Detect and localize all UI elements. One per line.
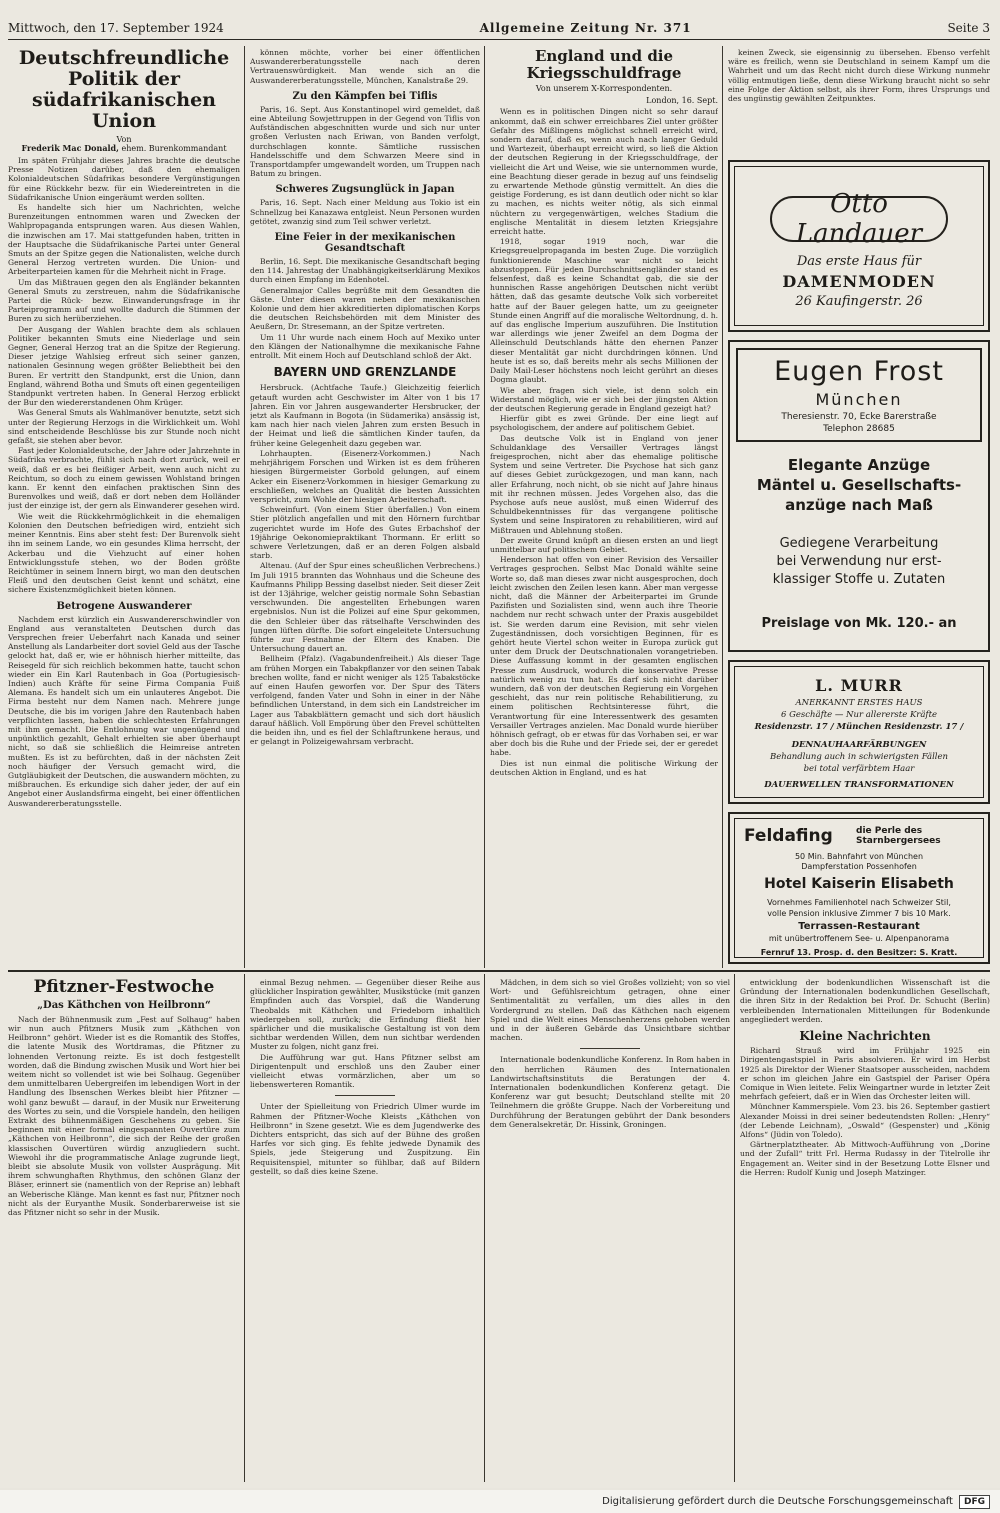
paragraph: Wie weit die Rückkehrmöglichkeit in die ehemaligen Kolonien den Deutschen befriedigen wird, entzieht sich meiner Kenntnis. Eins aber steht fest: Der Burenvolk sieht ihn im seinem Lande, wo ein gesundes Klima herrscht, der Ackerbau und die Viehzucht auf einer hohen Entwicklungsstufe stehen, wo der Boden größte Reichtümer in seinem Innern birgt, wo man den deutschen Fleiß und den deutschen Geist kennt und schätzt, eine sichere Existenzmöglichkeit bieten können.	[8, 511, 240, 595]
paragraph: Fast jeder Kolonialdeutsche, der Jahre oder Jahrzehnte in Südafrika verbrachte, fühlt sich nach dort zurück, weil er weiß, daß er es bei fleißiger Arbeit, wenn auch nicht zu Reichtum, so doch zu einem gewissen Wohlstand bringen kann. Er kennt den einfachen praktischen Sinn des Burenvolkes und weiß, daß er dort neben dem Holländer just der einzige ist, der gern als Einwanderer gesehen wird.	[8, 446, 240, 511]
feldafing-tagline-2: Starnbergersees	[856, 836, 941, 846]
landauer-tagline: Das erste Haus für	[796, 254, 922, 269]
frost-line-1: Gediegene Verarbeitung	[779, 536, 939, 551]
article-soil-conference	[490, 978, 730, 1482]
column-rule	[722, 46, 723, 968]
frost-headline-1: Elegante Anzüge	[787, 456, 931, 474]
paragraph: Der zweite Grund knüpft an diesen ersten an und liegt unmittelbar auf politischem Gebiet.	[490, 535, 718, 554]
column-rule	[244, 974, 245, 1482]
paragraph: Wenn es in politischen Dingen nicht so sehr darauf ankommt, daß ein schwer erreichbares Ziel unter größter Gefahr des Mißlingens möglichst schnell erreicht wird, sondern darauf, daß es, wenn auch nach langer Geduld und Wartezeit, überhaupt erreicht wird, so ließ die Aktion der deutschen Regierung in der Kriegsschuldfrage, der vielleicht die Art und Weise, wie sie unternommen wurde, eine Beachtung dieser gerade in bezug auf uns feindselig zu erwartende Methode günstig vermittelt. An dies die geistige Forderung, es ist dann deutlich oder nicht so klar zu machen, es nichts weiter nötig, als sich einmal nüchtern zu vergegenwärtigen, welches Stadium die englische Mentalität in diesem letzten Kriegsjahre erreicht hatte.	[490, 107, 718, 237]
murr-line-3: Residenzstr. 17 / München Residenzstr. 17 /	[754, 722, 964, 732]
feldafing-line-1: 50 Min. Bahnfahrt von München	[794, 852, 924, 861]
murr-line-1: ANERKANNT ERSTES HAUS	[795, 698, 923, 708]
frost-headline-3: anzüge nach Maß	[785, 496, 933, 514]
paragraph: Gärtnerplatztheater. Ab Mittwoch-Aufführung von „Dorine und der Zufall“ tritt Frl. Herma Rudassy in der Titelrolle ihr Engagement an. Weiter sind in der Besetzung Lotte Elsner und die Herren: Rudolf Kunig und Joseph Matzinger.	[740, 1140, 990, 1177]
paragraph: Der Ausgang der Wahlen brachte dem als schlauen Politiker bekannten Smuts eine Niederlage und sein Gegner, General Herzog trat an die Spitze der Regierung. Dieser jetzige Wahlsieg erfreut sich seiner ganzen, nationalen Gesinnung wegen größter Beliebtheit bei den Buren. Er vertritt den Standpunkt, erst die Union, dann England, während Botha und Smuts oft einen gegenteiligen Standpunkt vertreten haben. In General Herzog erblickt der Bur den wiedererstandenen Ohm Krüger.	[8, 324, 240, 408]
feldafing-line-3: Vornehmes Familienhotel nach Schweizer Stil,	[767, 898, 951, 907]
paragraph: Henderson hat offen von einer Revision des Versailler Vertrages gesprochen. Selbst Mac Donald wählte seine Worte so, daß man dieses zwar nicht ausgesprochen, doch leicht zwischen den Zeilen lesen kann. Aber man vergesse nicht, daß die Männer der Arbeiterpartei im Grunde Pazifisten und Sozialisten sind, wenn auch ihre Theorie nachdem nur recht schwach unter der Praxis ausgebildet ist. Sie werden darum eine Revision, mit sehr vielen Zugeständnissen, doch vorsichtigen Beginnen, für es gehört heute Viertel schon weiter in Europa zurück gut unter dem Druck der Deutschnationalen vorangetrieben. Diese Auffassung kommt in der gesamten englischen Presse zum Ausdruck, wodurch die konservative Presse natürlich wenig zu tun hat. Es darf sich nicht darüber wundern, daß von der deutschen Regierung ein Vorgehen geschieht, das nur rein politische Rehabilitierung, zu einem politischen Rechtsinteresse führt, die Verantwortung für eine Interessentwerk des gesamten Versailler Vertrages anzielen. Mac Donald wurde hierüber höhnisch gefragt, ob er etwas für das Vorhaben sei, er war aber doch bis die Ruhe und der Friede sei, der er geredet habe.	[490, 555, 718, 758]
byline-role: ehem. Burenkommandant	[121, 143, 227, 153]
section-divider	[8, 970, 990, 972]
murr-line-7: DAUERWELLEN TRANSFORMATIONEN	[764, 780, 954, 790]
paragraph: Hersbruck. (Achtfache Taufe.) Gleichzeitig feierlich getauft wurden acht Geschwister im Alter von 1 bis 17 Jahren. Ein vor Jahren ausgewanderter Hersbrucker, der jetzt als Kaufmann in Bogota (in Südamerika) ansässig ist, kam nach hier nach vielen Jahren zum ersten Besuch in der Heimat und ließ die sämtlichen Kinder taufen, da früher keine Gelegenheit dazu gegeben war.	[250, 383, 480, 448]
paragraph: Richard Strauß wird im Frühjahr 1925 ein Dirigentengastspiel in Paris absolvieren. Er wird im Herbst 1925 als Direktor der Wiener Staatsoper ausscheiden, nachdem er schon im gleichen Jahre ein Gastspiel der Pariser Opéra Comique in Wien leitete. Felix Weingartner wurde in letzter Zeit mehrfach gefeiert, daß er in Wien das Orchester leiten will.	[740, 1046, 990, 1102]
frost-headline-2: Mäntel u. Gesellschafts-	[756, 476, 962, 494]
murr-line-5: Behandlung auch in schwierigsten Fällen	[769, 752, 949, 762]
feldafing-hotel: Hotel Kaiserin Elisabeth	[764, 876, 954, 892]
column-rule	[484, 46, 485, 968]
paragraph: 1918, sogar 1919 noch, war die Kriegsgreuelpropaganda im besten Zuge. Die vorzüglich funktionierende Maschine war nicht so leicht abzustoppen. Für jeden Durchschnittsengländer stand es felsenfest, daß es keine Schandtat gab, die sie der hunnischen Rasse angehörigen Deutschen nicht verübt hätten, daß das gesamte deutsche Volk sich vorbereitet hatte auf der Bauer gelegen hatte, um zu geeigneter Stunde einen Angriff auf die moralische Weltordnung, d. h. auf das englische Imperium auszuführen. Die Institution war allerdings wie jener Zweifel an dem Dogma der Alleinschuld Deutschlands hätte den ehernen Panzer dieser Mentalität gar nicht durchdringen können. Und heute ist es so, daß bereits mehr als sechs Millionen der Daily Mail-Leser höchstens noch leicht gerührt an dieses Dogma glaubt.	[490, 237, 718, 385]
paragraph: Das deutsche Volk ist in England von jener Schuldanklage des Versailler Vertrages längst freigesprochen, nicht aber das ehemalige politische System und seine Vertreter. Die Psychose hat sich ganz auf dieses Gebiet zurückgezogen, und man kann, nach aller Erfahrung, noch nicht, ob sie nicht auf Jahre hinaus mit ihr rechnen müssen. Jedes Vorgehen also, das die Psychose aufs neue auslöst, muß einen Widerruf des Schuldbekenntnisses für das vergangene politische System und seine Inspiratoren zu rehabilitieren, wird auf Mißtrauen und Ablehnung stoßen.	[490, 433, 718, 535]
headline-south-africa: Deutschfreundliche Politik der südafrikanischen Union	[18, 48, 230, 132]
column-rule	[484, 974, 485, 1482]
paragraph: Mädchen, in dem sich so viel Großes vollzieht; von so viel Wort- und Gefühlsreichtum getragen, ohne einer Sentimentalität zu verfallen, um dies alles in den Vordergrund zu stellen. Daß das Käthchen nach eigenem Spiel und die Welt eines Menschenherzens gehoben werden und in der äußeren Gebärde das Unsichtbare sichtbar machen.	[490, 978, 730, 1043]
ad-eugen-frost	[728, 340, 990, 652]
feldafing-line-2: Dampferstation Possenhofen	[801, 862, 917, 871]
murr-line-2: 6 Geschäfte — Nur allererste Kräfte	[780, 710, 938, 720]
byline-von: Von	[116, 134, 132, 144]
page-header	[8, 20, 990, 40]
feldafing-line-4: volle Pension inklusive Zimmer 7 bis 10 Mark.	[767, 909, 951, 918]
feldafing-line-7: Fernruf 13. Prosp. d. den Besitzer: S. Kratt.	[760, 948, 958, 957]
headline-emigrants: Betrogene Auswanderer	[56, 600, 192, 612]
paragraph: Dies ist nun einmal die politische Wirkung der deutschen Aktion in England, und es hat	[490, 758, 718, 777]
paragraph: Die Aufführung war gut. Hans Pfitzner selbst am Dirigentenpult und erschloß uns den Zauber einer vielleicht etwas vormärzlichen, aber um so liebenswerteren Romantik.	[250, 1052, 480, 1090]
feldafing-line-6: mit unübertroffenem See- u. Alpenpanorama	[768, 934, 950, 943]
paragraph: Um 11 Uhr wurde nach einem Hoch auf Mexiko unter den Klängen der Nationalhymne die mexikanische Fahne entrollt. Mit einem Hoch auf Deutschland schloß der Akt.	[250, 332, 480, 361]
paragraph: Lohrhaupten. (Eisenerz-Vorkommen.) Nach mehrjährigem Forschen und Wirken ist es dem früheren hiesigen Bürgermeister Gorbold gelungen, auf einem Acker ein Eisenerz-Vorkommen in hiesiger Gemarkung zu erschließen, welches an Qualität die besten Aussichten verspricht, zum Wohle der hiesigen Arbeiterschaft.	[250, 448, 480, 504]
article-pfitzner	[8, 978, 240, 1482]
byline: Von unserem X-Korrespondenten.	[535, 84, 673, 93]
header-date: Mittwoch, den 17. September 1924	[8, 21, 224, 35]
feldafing-line-5: Terrassen-Restaurant	[798, 921, 920, 932]
ad-landauer	[728, 160, 990, 332]
news-column	[250, 48, 480, 968]
ad-feldafing	[728, 812, 990, 964]
paragraph: Bellheim (Pfalz). (Vagabundenfreiheit.) Als dieser Tage am frühen Morgen ein Tabakpflanzer vor den seinen Tabak brechen wollte, fand er nicht weniger als 125 Tabakstöcke auf einen Haufen geworfen vor. Der Spur des Täters verfolgend, fanden Vater und Sohn in einer in der Nähe befindlichen Unterstand, in dem sich ein Landstreicher im Lager aus Tabakblättern gemacht und sich dort häuslich darauf häßlich. Voll Empörung über den Frevel schüttelten die beiden ihn, und es fiel der Schlaftrunkene heraus, und er gelangt in Polizeigewahrsam verbracht.	[250, 654, 480, 747]
article-south-africa	[8, 48, 240, 968]
paragraph: Um das Mißtrauen gegen den als Engländer bekannten General Smuts zu zerstreuen, nahm die Südafrikanische Partei die Rück- bezw. Einwanderungsfrage in ihr Parteiprogramm auf und wollte dadurch die Stimmen der Buren zu sich herüberziehen.	[8, 277, 240, 324]
frost-city: München	[815, 390, 903, 409]
column-rule	[244, 46, 245, 968]
paragraph: Unter der Spielleitung von Friedrich Ulmer wurde im Rahmen der Pfitzner-Woche Kleists „Käthchen von Heilbronn“ in Szene gesetzt. Wie es dem Jugendwerke des Dichters entspricht, das sich auf der Bühne des großen Harfes vor sich ging. Es fehlte jedwede Dynamik des Spiels, jede Steigerung und Zuspitzung. Ein Requisitenspiel, mitunter so fühlbar, daß auf Bildern gestellt, so daß dies keine Szene.	[250, 1102, 480, 1176]
paragraph: Paris, 16. Sept. Aus Konstantinopel wird gemeldet, daß eine Abteilung Sowjettruppen in der Gegend von Tiflis von Aufständischen abgeschnitten wurde und sich nur unter großen Verlusten nach Eriwan, von Banden verfolgt, durchschlagen konnte. Sämtliche russischen Handelsschiffe und dem Schwarzen Meere sind in Transportdampfer umgewandelt worden, um Truppen nach Batum zu bringen.	[250, 104, 480, 179]
paragraph: Im späten Frühjahr dieses Jahres brachte die deutsche Presse Notizen darüber, daß den ehemaligen Kolonialdeutschen Südafrikas besondere Vergünstigungen für eine Rückkehr bezw. für ein Wiedereintreten in die Südafrikanische Union eingeräumt werden sollten.	[8, 155, 240, 202]
byline-author: Frederik Mac Donald,	[21, 142, 119, 153]
article-england-continued	[728, 48, 990, 152]
paragraph: Internationale bodenkundliche Konferenz. In Rom haben in den herrlichen Räumen des Internationalen Landwirtschaftsinstituts die Beratungen der 4. Internationalen bodenkundlichen Konferenz getagt. Die Konferenz war gut besucht; Deutschland stellte mit 20 Teilnehmern die größte Gruppe. Nach der Vorbereitung und Durchführung der Beratungen gebührt der Dank besonders dem Generalsekretär, Dr. Hissink, Groningen.	[490, 1055, 730, 1129]
frost-name: Eugen Frost	[774, 356, 944, 387]
paragraph: Generalmajor Calles begrüßte mit dem Gesandten die Gäste. Unter diesen waren neben der mexikanischen Kolonie und dem hier akkreditierten diplomatischen Korps die deutschen Reichsbehörden mit dem Minister des Aeußern, Dr. Stresemann, an der Spitze vertreten.	[250, 285, 480, 332]
murr-line-4: DENNAUHAARFÄRBUNGEN	[791, 740, 927, 750]
paragraph: Hierfür gibt es zwei Gründe. Der eine liegt auf psychologischem, der andere auf politischem Gebiet.	[490, 414, 718, 433]
frost-phone: Telephon 28685	[823, 424, 895, 434]
byline	[8, 135, 240, 153]
paragraph: Wie aber, fragen sich viele, ist denn solch ein Widerstand möglich, wie er sich bei der jüngsten Aktion der deutschen Regierung gerade in England gezeigt hat?	[490, 385, 718, 413]
paragraph: Altenau. (Auf der Spur eines scheußlichen Verbrechens.) Im Juli 1915 brannten das Wohnhaus und die Scheune des Kaufmanns Philipp Bessing daselbst nieder. Seit dieser Zeit ist der 13jährige, welcher geistig normale Sohn Sebastian verschwunden. Die angestellten Erhebungen waren ergebnislos. Nun ist die Polizei auf eine Spur gekommen, die den Schleier über das rätselhafte Verschwinden des Jungen lüften dürfte. Die sofort eingeleitete Untersuchung führte zur Festnahme der Eltern des Knaben. Die Untersuchung dauert an.	[250, 561, 480, 654]
article-england	[490, 48, 718, 968]
dfg-logo-icon: DFG	[959, 1495, 990, 1509]
landauer-logo-frame	[770, 189, 948, 249]
paragraph: Schweinfurt. (Von einem Stier überfallen.) Von einem Stier plötzlich angefallen und mit den Hörnern furchtbar zugerichtet wurde im Hofe des Gutes Erbachshof der 19jährige Oekonomiepraktikant Thormann. Er erlitt so schwere Verletzungen, daß er an deren Folgen alsbald starb.	[250, 505, 480, 561]
landauer-name: Otto Landauer	[795, 189, 923, 249]
feldafing-tagline-1: die Perle des	[856, 826, 923, 836]
headline-mexico: Eine Feier in der mexikanischen Gesandtschaft	[274, 232, 456, 255]
landauer-address: 26 Kaufingerstr. 26	[795, 294, 923, 309]
paragraph: Berlin, 16. Sept. Die mexikanische Gesandtschaft beging den 114. Jahrestag der Unabhängigkeitserklärung Mexikos durch einen Empfang im Edenhotel.	[250, 257, 480, 285]
frost-address: Theresienstr. 70, Ecke Barerstraße	[781, 412, 937, 422]
paragraph: Paris, 16. Sept. Nach einer Meldung aus Tokio ist ein Schnellzug bei Kanazawa entgleist. Neun Personen wurden getötet, zwanzig sind zum Teil schwer verletzt.	[250, 198, 480, 226]
headline-small-news: Kleine Nachrichten	[799, 1029, 931, 1044]
murr-name: L. MURR	[815, 676, 903, 695]
paragraph: Münchner Kammerspiele. Vom 23. bis 26. September gastiert Alexander Moissi in drei seiner bedeutendsten Rollen: „Henry“ (der Lebende Leichnam), „Oswald“ (Gespenster) und „König Alfons“ (Jüdin von Toledo).	[740, 1102, 990, 1140]
frost-line-3: klassiger Stoffe u. Zutaten	[772, 572, 946, 587]
ad-murr	[728, 660, 990, 804]
headline-tiflis: Zu den Kämpfen bei Tiflis	[292, 90, 438, 102]
paragraph: Nach der Bühnenmusik zum „Fest auf Solhaug“ haben wir nun auch Pfitzners Musik zum „Käthchen von Heilbronn“ gehört. Wieder ist es die Romantik des Stoffes, die latente Musik des Wortdramas, die Pfitzner zu lohnenden Vertonung reizte. Es ist doch festgestellt worden, daß die Bindung zwischen Musik und Wort hier bei weitem nicht so vollendet ist wie bei Solhaug. Gegenüber dem unmittelbaren Uebergreifen im lebendigen Wort in der Handlung des Ibsenschen Werkes bleibt hier Pfitzner — wohl ganz bewußt — darauf, in der Musik nur Erweiterung des Wortes zu sein, und die Vorspiele handeln, den heiligen Extrakt des bühnenmäßigen Geschehens zu geben. Sie beginnen mit einer formal eingespannten Ouvertüre zum „Käthchen von Heilbronn“, die sich der Reihe der großen klassischen Ouvertüren würdig anzugliedern sucht. Wiewohl ihr die programmatische Anlage zugrunde liegt, bleibt sie absolute Musik von vollster Ausprägung. Mit ihrem schwunghaften Rhythmus, den schönen Glanz der Bläser, erinnert sie (namentlich von der Reprise an) lebhaft an Weberische Klänge. Man kennt es fast nur, Pfitzner noch nicht als der Euryanthe Musik. Sonderbarerweise ist sie das Pfitzner nicht so sehr in der Musik.	[8, 1014, 240, 1217]
feldafing-name: Feldafing	[744, 826, 833, 846]
murr-line-6: bei total verfärbtem Haar	[803, 764, 915, 774]
headline-japan: Schweres Zugsunglück in Japan	[275, 184, 455, 196]
article-small-news	[740, 978, 990, 1482]
headline-pfitzner: Pfitzner-Festwoche	[33, 978, 215, 997]
headline-england: England und die Kriegsschuldfrage	[526, 48, 682, 82]
paragraph: Was General Smuts als Wahlmanöver benutzte, setzt sich unter der Regierung Herzogs in die Wirklichkeit um. Wohl sind entscheidende Beschlüsse bis zur Stunde noch nicht gefaßt, sie stehen aber bevor.	[8, 408, 240, 446]
frost-line-2: bei Verwendung nur erst-	[776, 554, 942, 569]
digitization-footer	[0, 1490, 1000, 1513]
article-pfitzner-continued	[250, 978, 480, 1482]
paragraph: Es handelte sich hier um Nachrichten, welche Burenzeitungen entnommen waren und Zwecken der Wahlpropaganda entsprungen waren. Aus diesen Wahlen, die inzwischen am 17. Mai stattgefunden haben, tritten in der Hauptsache die Südafrikanische Partei unter General Smuts an der Spitze gegen die Nationalisten, welche durch General Herzog vertreten wurden. Die Union- und Arbeiterparteien kamen für die Mehrheit nicht in Frage.	[8, 202, 240, 277]
dateline: London, 16. Sept.	[646, 96, 718, 106]
paragraph: entwicklung der bodenkundlichen Wissenschaft ist die Gründung der Internationalen bodenkundlichen Gesellschaft, die ihren Sitz in der Redaktion bei Prof. Dr. Schucht (Berlin) verbleibenden Internationalen Mitteilungen für Bodenkunde angegliedert werden.	[740, 978, 990, 1024]
paragraph: Nachdem erst kürzlich ein Auswandererschwindler von England aus veranstalteten Deutschen durch das Versprechen freier Ueberfahrt nach Kanada und seiner Anstellung als Landarbeiter dort soviel Geld aus der Tasche gelockt hat, daß er, wie er höhnisch hierher mitteilte, das Reisegeld für sich reichlich bekommen hatte, taucht schon wieder ein Ein Karl Rautenbach in Goa (Portugiesisch-Indien) auch Kräfte für seine Firma Compania Fuiß Alemana. Es handelt sich um ein unlauteres Angebot. Die Firma besteht nur dem Namen nach. Mehrere junge Deutsche, die bis im vorigen Jahre den Rautenbach haben verpflichten lassen, haben die schlechtesten Erfahrungen mit ihm gemacht. Die Entlohnung war ungenügend und unpünktlich gezahlt, Gehalt erhielten sie aber überhaupt nicht, so daß sie schließlich die Heimreise antreten mußten. Es ist zu befürchten, daß in der nächsten Zeit noch häufiger der Versuch gemacht wird, die Gutgläubigkeit der Deutschen, die auswandern möchten, zu mißbrauchen. Es erkundige sich daher jeder, der auf ein Angebot einer Auslandsfirma eingeht, bei einer öffentlichen Auswandererberatungsstelle.	[8, 614, 240, 808]
landauer-category: DAMENMODEN	[782, 272, 936, 291]
column-rule	[734, 974, 735, 1482]
paragraph: keinen Zweck, sie eigensinnig zu übersehen. Ebenso verfehlt wäre es freilich, wenn sie Deutschland in seinem Kampf um die Wahrheit und um das Recht nicht durch diese Wirkung nunmehr völlig entmutigen ließe, denn diese Wirkung braucht nicht so sehr eine Folge der Aktion selbst, als ihrer Form, ihres Ursprungs und des ungünstig gewählten Zeitpunktes.	[728, 48, 990, 104]
footer-credit: Digitalisierung gefördert durch die Deutsche Forschungsgemeinschaft	[602, 1496, 953, 1507]
header-masthead: Allgemeine Zeitung Nr. 371	[479, 21, 692, 35]
section-heading-bavaria: BAYERN UND GRENZLANDE	[273, 365, 457, 380]
header-page-number: Seite 3	[947, 21, 990, 35]
frost-price: Preislage von Mk. 120.- an	[761, 616, 957, 631]
paragraph: können möchte, vorher bei einer öffentlichen Auswandererberatungsstelle nach deren Vertrauenswürdigkeit. Man wende sich an die Auswandererberatungsstelle, München, Kanalstraße 29.	[250, 48, 480, 85]
paragraph: einmal Bezug nehmen. — Gegenüber dieser Reihe aus glücklicher Inspiration gewählter, Musikstücke (mit ganzen Empfinden auch das Vorspiel, daß die Wanderung Theobalds mit Käthchen und Friedeborn inhaltlich wiedergeben soll, zurück; die Erfindung fließt hier spärlicher und die musikalische Gestaltung ist von dem sichtbar werdenden Willen, dem nun sichtbar werdenden Muster zu folgen, nicht ganz frei.	[250, 978, 480, 1052]
subheadline-kaethchen: „Das Käthchen von Heilbronn“	[37, 999, 211, 1011]
